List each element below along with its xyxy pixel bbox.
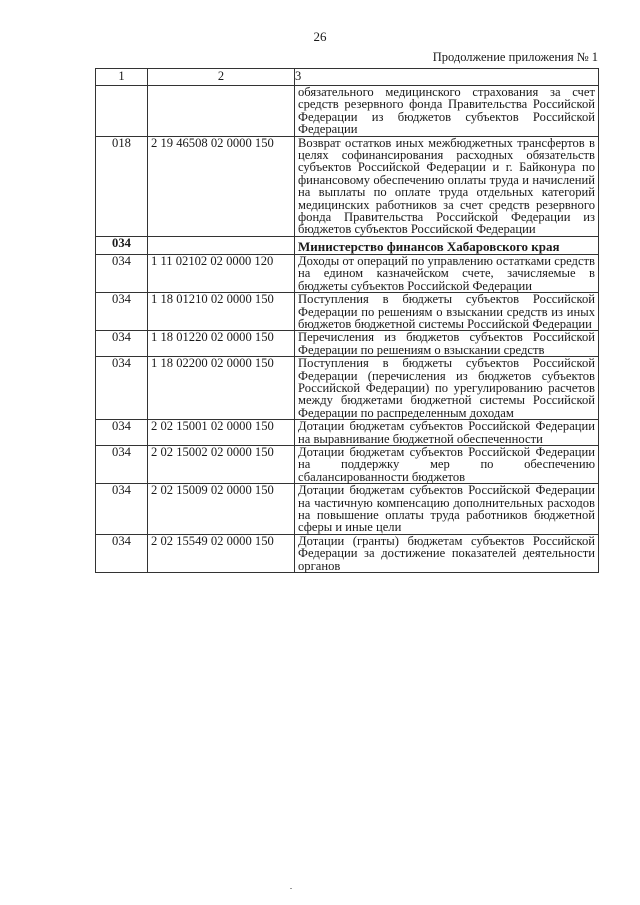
admin-code-cell — [96, 86, 148, 137]
admin-code-cell: 034 — [96, 236, 148, 254]
admin-code-cell: 034 — [96, 534, 148, 572]
page-number: 26 — [313, 29, 327, 44]
admin-code-cell: 018 — [96, 136, 148, 236]
description-cell: Дотации (гранты) бюджетам субъектов Российской Федерации за достижение показателей деятельности органов — [295, 534, 599, 572]
admin-code-cell: 034 — [96, 420, 148, 446]
description-cell: Поступления в бюджеты субъектов Российской Федерации (перечисления из бюджетов субъектов Российской Федерации) по урегулированию расчетов между бюджетами бюджетной системы Российской Федерации по распределенным доходам — [295, 357, 599, 420]
budget-codes-table — [95, 68, 599, 573]
description-cell: Дотации бюджетам субъектов Российской Федерации на выравнивание бюджетной обеспеченности — [295, 420, 599, 446]
header-cell-3: 3 — [295, 69, 599, 86]
budget-code-cell — [148, 86, 295, 137]
header-cell-2: 2 — [148, 69, 295, 86]
description-cell: Перечисления из бюджетов субъектов Российской Федерации по решениям о взыскании средств — [295, 331, 599, 357]
budget-code-cell: 1 18 02200 02 0000 150 — [148, 357, 295, 420]
table-row — [96, 331, 599, 357]
table-header-row — [96, 69, 599, 86]
table-row — [96, 254, 599, 292]
description-cell: Министерство финансов Хабаровского края — [295, 236, 599, 254]
budget-code-cell: 1 18 01210 02 0000 150 — [148, 293, 295, 331]
table-row — [96, 236, 599, 254]
admin-code-cell: 034 — [96, 331, 148, 357]
description-cell: обязательного медицинского страхования за счет средств резервного фонда Правительства Российской Федерации из бюджетов субъектов Российской Федерации — [295, 86, 599, 137]
table-row — [96, 484, 599, 535]
budget-code-cell: 1 11 02102 02 0000 120 — [148, 254, 295, 292]
admin-code-cell: 034 — [96, 484, 148, 535]
table-row — [96, 293, 599, 331]
description-cell: Дотации бюджетам субъектов Российской Федерации на частичную компенсацию дополнительных расходов на повышение оплаты труда работников бюджетной сферы и иные цели — [295, 484, 599, 535]
scan-mark — [290, 888, 292, 889]
description-cell: Поступления в бюджеты субъектов Российской Федерации по решениям о взыскании средств из иных бюджетов бюджетной системы Российской Федерации — [295, 293, 599, 331]
table-row — [96, 136, 599, 236]
table-row — [96, 534, 599, 572]
budget-code-cell: 2 02 15549 02 0000 150 — [148, 534, 295, 572]
admin-code-cell: 034 — [96, 357, 148, 420]
admin-code-cell: 034 — [96, 445, 148, 483]
table-row — [96, 445, 599, 483]
table-row — [96, 420, 599, 446]
continuation-label: Продолжение приложения № 1 — [432, 50, 598, 64]
admin-code-cell: 034 — [96, 254, 148, 292]
budget-code-cell: 1 18 01220 02 0000 150 — [148, 331, 295, 357]
header-cell-1: 1 — [96, 69, 148, 86]
description-cell: Возврат остатков иных межбюджетных трансфертов в целях софинансирования расходных обязательств субъектов Российской Федерации и г. Байконура по финансовому обеспечению оплаты труда и начислений на выплаты по оплате труда отдельных категорий медицинских работников за счет средств резервного фонда Правительства Российской Федерации из бюджетов субъектов Российской Федерации — [295, 136, 599, 236]
table-row — [96, 86, 599, 137]
admin-code-cell: 034 — [96, 293, 148, 331]
budget-code-cell: 2 02 15002 02 0000 150 — [148, 445, 295, 483]
budget-code-cell — [148, 236, 295, 254]
description-cell: Дотации бюджетам субъектов Российской Федерации на поддержку мер по обеспечению сбалансированности бюджетов — [295, 445, 599, 483]
budget-code-cell: 2 02 15009 02 0000 150 — [148, 484, 295, 535]
budget-code-cell: 2 19 46508 02 0000 150 — [148, 136, 295, 236]
budget-code-cell: 2 02 15001 02 0000 150 — [148, 420, 295, 446]
table-row — [96, 357, 599, 420]
description-cell: Доходы от операций по управлению остатками средств на едином казначейском счете, зачисляемые в бюджеты субъектов Российской Федерации — [295, 254, 599, 292]
